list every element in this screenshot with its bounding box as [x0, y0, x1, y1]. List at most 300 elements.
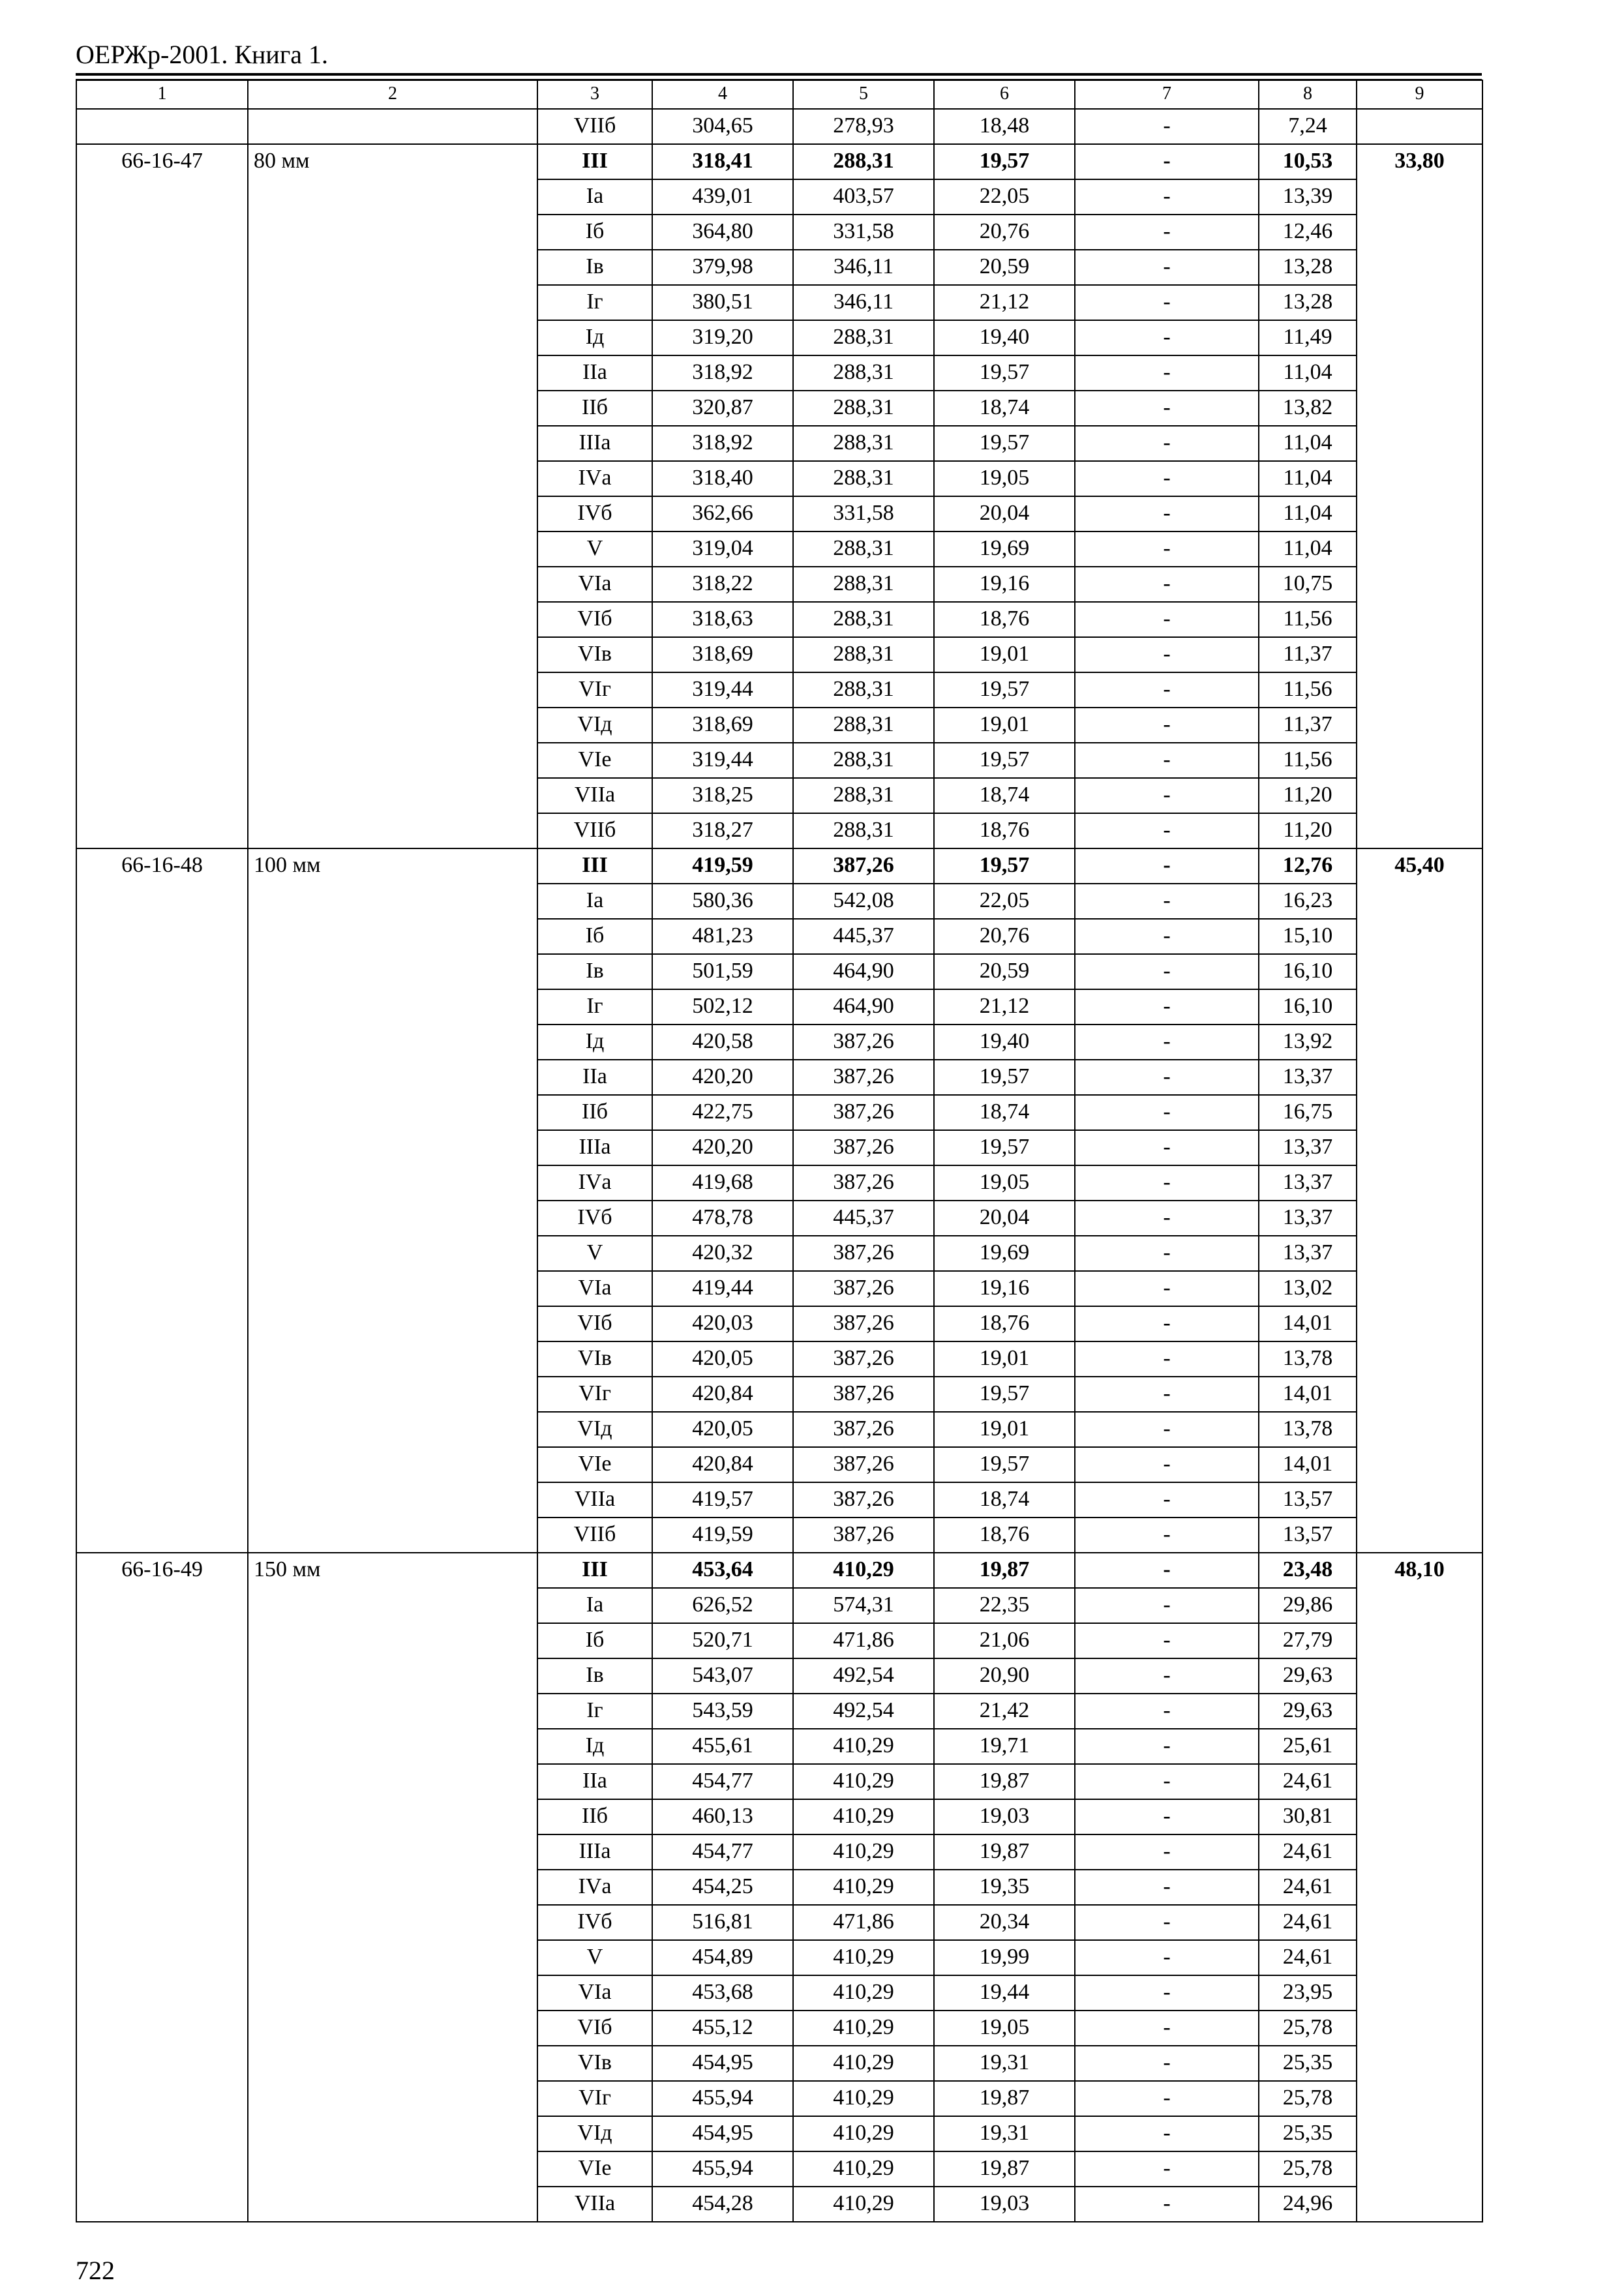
value-cell: 445,37 — [793, 1201, 934, 1236]
value-cell: 19,87 — [934, 1553, 1075, 1588]
value-cell: 420,20 — [652, 1060, 793, 1095]
value-cell: 478,78 — [652, 1201, 793, 1236]
value-cell: - — [1075, 1799, 1259, 1834]
value-cell: - — [1075, 144, 1259, 179]
value-cell: 319,44 — [652, 743, 793, 778]
value-cell: 419,68 — [652, 1165, 793, 1201]
value-cell: 410,29 — [793, 2116, 934, 2151]
value-cell: - — [1075, 391, 1259, 426]
page-number: 722 — [76, 2256, 115, 2285]
value-cell: - — [1075, 1201, 1259, 1236]
value-cell: 387,26 — [793, 1306, 934, 1341]
value-cell: 278,93 — [793, 109, 934, 144]
value-cell: 19,40 — [934, 1025, 1075, 1060]
value-cell: 454,77 — [652, 1834, 793, 1870]
value-cell: - — [1075, 320, 1259, 355]
value-cell: 19,16 — [934, 1271, 1075, 1306]
value-cell: 346,11 — [793, 285, 934, 320]
value-cell: 410,29 — [793, 1834, 934, 1870]
table-row — [76, 1553, 1482, 1588]
value-cell: 19,57 — [934, 426, 1075, 461]
value-cell: 455,12 — [652, 2011, 793, 2046]
value-cell: 19,35 — [934, 1870, 1075, 1905]
table-row — [76, 144, 1482, 179]
zone-cell: IIа — [537, 1764, 652, 1799]
value-cell: 13,57 — [1259, 1482, 1357, 1518]
value-cell: 19,87 — [934, 2151, 1075, 2187]
value-cell: - — [1075, 2116, 1259, 2151]
value-cell: 25,78 — [1259, 2151, 1357, 2187]
value-cell: 574,31 — [793, 1588, 934, 1623]
value-cell: 410,29 — [793, 1799, 934, 1834]
zone-cell: Iг — [537, 285, 652, 320]
zone-cell: VIв — [537, 1341, 652, 1377]
value-cell: 19,57 — [934, 1377, 1075, 1412]
value-cell: - — [1075, 637, 1259, 672]
value-cell: 387,26 — [793, 1060, 934, 1095]
value-cell: 454,95 — [652, 2116, 793, 2151]
value-cell: - — [1075, 2151, 1259, 2187]
value-cell: - — [1075, 1518, 1259, 1553]
zone-cell: Iб — [537, 1623, 652, 1658]
value-cell: 410,29 — [793, 2046, 934, 2081]
code-cell — [76, 109, 248, 144]
value-cell: - — [1075, 1623, 1259, 1658]
zone-cell: Iб — [537, 919, 652, 954]
value-cell: 24,61 — [1259, 1905, 1357, 1940]
value-cell: 453,68 — [652, 1975, 793, 2011]
value-cell: 410,29 — [793, 2011, 934, 2046]
value-cell: 543,59 — [652, 1694, 793, 1729]
value-cell: 20,90 — [934, 1658, 1075, 1694]
column-number: 6 — [934, 80, 1075, 109]
value-cell: 626,52 — [652, 1588, 793, 1623]
value-cell: - — [1075, 1447, 1259, 1482]
zone-cell: III — [537, 144, 652, 179]
rates-table-body — [76, 80, 1482, 2222]
value-cell: 19,31 — [934, 2046, 1075, 2081]
value-cell: 13,78 — [1259, 1412, 1357, 1447]
value-cell: 25,35 — [1259, 2046, 1357, 2081]
value-cell: 16,75 — [1259, 1095, 1357, 1130]
value-cell: 318,40 — [652, 461, 793, 496]
value-cell: 387,26 — [793, 1447, 934, 1482]
value-cell: 453,64 — [652, 1553, 793, 1588]
value-cell: 419,59 — [652, 1518, 793, 1553]
zone-cell: VIIб — [537, 109, 652, 144]
value-cell: 288,31 — [793, 602, 934, 637]
name-cell: 80 мм — [248, 144, 537, 848]
value-cell: 454,89 — [652, 1940, 793, 1975]
value-cell: - — [1075, 1095, 1259, 1130]
value-cell: 464,90 — [793, 989, 934, 1025]
column-number: 7 — [1075, 80, 1259, 109]
value-cell: 19,99 — [934, 1940, 1075, 1975]
value-cell: 12,46 — [1259, 215, 1357, 250]
page-header-title: ОЕРЖр-2001. Книга 1. — [76, 40, 328, 69]
value-cell: 516,81 — [652, 1905, 793, 1940]
value-cell: 331,58 — [793, 215, 934, 250]
value-cell: 420,20 — [652, 1130, 793, 1165]
value-cell: 520,71 — [652, 1623, 793, 1658]
code-cell: 66-16-49 — [76, 1553, 248, 2222]
total-cell: 48,10 — [1357, 1553, 1482, 2222]
value-cell: 11,04 — [1259, 355, 1357, 391]
value-cell: - — [1075, 1165, 1259, 1201]
value-cell: 288,31 — [793, 813, 934, 848]
value-cell: - — [1075, 496, 1259, 531]
value-cell: 13,37 — [1259, 1130, 1357, 1165]
zone-cell: IVа — [537, 1870, 652, 1905]
value-cell: 304,65 — [652, 109, 793, 144]
value-cell: 460,13 — [652, 1799, 793, 1834]
value-cell: 10,53 — [1259, 144, 1357, 179]
value-cell: - — [1075, 1940, 1259, 1975]
value-cell: 18,76 — [934, 1306, 1075, 1341]
zone-cell: VIд — [537, 1412, 652, 1447]
value-cell: 27,79 — [1259, 1623, 1357, 1658]
value-cell: 471,86 — [793, 1905, 934, 1940]
value-cell: 288,31 — [793, 567, 934, 602]
value-cell: 362,66 — [652, 496, 793, 531]
value-cell: 455,94 — [652, 2151, 793, 2187]
value-cell: - — [1075, 672, 1259, 708]
value-cell: - — [1075, 1271, 1259, 1306]
value-cell: - — [1075, 1729, 1259, 1764]
zone-cell: IVа — [537, 461, 652, 496]
value-cell: 387,26 — [793, 1165, 934, 1201]
value-cell: - — [1075, 109, 1259, 144]
value-cell: - — [1075, 179, 1259, 215]
value-cell: 319,20 — [652, 320, 793, 355]
value-cell: 288,31 — [793, 708, 934, 743]
value-cell: 346,11 — [793, 250, 934, 285]
value-cell: 19,44 — [934, 1975, 1075, 2011]
column-number: 2 — [248, 80, 537, 109]
value-cell: - — [1075, 1236, 1259, 1271]
value-cell: 22,05 — [934, 884, 1075, 919]
value-cell: - — [1075, 426, 1259, 461]
value-cell: 420,84 — [652, 1377, 793, 1412]
value-cell: 439,01 — [652, 179, 793, 215]
value-cell: - — [1075, 1553, 1259, 1588]
value-cell: 380,51 — [652, 285, 793, 320]
value-cell: 11,04 — [1259, 461, 1357, 496]
value-cell: 410,29 — [793, 1729, 934, 1764]
value-cell: 19,57 — [934, 1060, 1075, 1095]
value-cell: 19,57 — [934, 672, 1075, 708]
column-number: 1 — [76, 80, 248, 109]
value-cell: 25,78 — [1259, 2011, 1357, 2046]
value-cell: 19,31 — [934, 2116, 1075, 2151]
value-cell: 14,01 — [1259, 1306, 1357, 1341]
value-cell: 492,54 — [793, 1694, 934, 1729]
total-cell: 33,80 — [1357, 144, 1482, 848]
value-cell: 15,10 — [1259, 919, 1357, 954]
value-cell: - — [1075, 2046, 1259, 2081]
value-cell: 11,49 — [1259, 320, 1357, 355]
value-cell: 318,22 — [652, 567, 793, 602]
value-cell: - — [1075, 1025, 1259, 1060]
zone-cell: Iд — [537, 1729, 652, 1764]
value-cell: - — [1075, 461, 1259, 496]
value-cell: 16,10 — [1259, 954, 1357, 989]
zone-cell: VIа — [537, 567, 652, 602]
value-cell: 19,57 — [934, 743, 1075, 778]
value-cell: 419,59 — [652, 848, 793, 884]
value-cell: 18,74 — [934, 778, 1075, 813]
value-cell: 403,57 — [793, 179, 934, 215]
zone-cell: Iг — [537, 989, 652, 1025]
value-cell: 454,25 — [652, 1870, 793, 1905]
zone-cell: Iа — [537, 884, 652, 919]
value-cell: 420,84 — [652, 1447, 793, 1482]
value-cell: 387,26 — [793, 1341, 934, 1377]
value-cell: 319,04 — [652, 531, 793, 567]
value-cell: 19,71 — [934, 1729, 1075, 1764]
value-cell: 13,37 — [1259, 1236, 1357, 1271]
zone-cell: Iа — [537, 179, 652, 215]
value-cell: 19,57 — [934, 848, 1075, 884]
value-cell: 319,44 — [652, 672, 793, 708]
value-cell: 454,95 — [652, 2046, 793, 2081]
name-cell — [248, 109, 537, 144]
zone-cell: VIг — [537, 2081, 652, 2116]
value-cell: 19,69 — [934, 531, 1075, 567]
value-cell: 481,23 — [652, 919, 793, 954]
value-cell: 18,48 — [934, 109, 1075, 144]
value-cell: 19,87 — [934, 1764, 1075, 1799]
value-cell: 387,26 — [793, 1271, 934, 1306]
value-cell: - — [1075, 919, 1259, 954]
value-cell: 387,26 — [793, 1482, 934, 1518]
value-cell: 387,26 — [793, 1130, 934, 1165]
value-cell: - — [1075, 1870, 1259, 1905]
zone-cell: IIIа — [537, 1834, 652, 1870]
value-cell: - — [1075, 954, 1259, 989]
value-cell: 21,12 — [934, 989, 1075, 1025]
value-cell: 21,06 — [934, 1623, 1075, 1658]
value-cell: 19,57 — [934, 355, 1075, 391]
zone-cell: VIг — [537, 672, 652, 708]
zone-cell: IVб — [537, 1905, 652, 1940]
code-cell: 66-16-47 — [76, 144, 248, 848]
value-cell: 16,23 — [1259, 884, 1357, 919]
value-cell: 13,37 — [1259, 1201, 1357, 1236]
value-cell: 19,03 — [934, 2187, 1075, 2222]
value-cell: 410,29 — [793, 2081, 934, 2116]
value-cell: 454,77 — [652, 1764, 793, 1799]
value-cell: 410,29 — [793, 2187, 934, 2222]
zone-cell: IIIа — [537, 1130, 652, 1165]
value-cell: 18,74 — [934, 391, 1075, 426]
value-cell: 288,31 — [793, 355, 934, 391]
value-cell: 420,32 — [652, 1236, 793, 1271]
value-cell: 454,28 — [652, 2187, 793, 2222]
value-cell: - — [1075, 1060, 1259, 1095]
value-cell: 10,75 — [1259, 567, 1357, 602]
value-cell: 11,56 — [1259, 743, 1357, 778]
value-cell: 320,87 — [652, 391, 793, 426]
value-cell: - — [1075, 1764, 1259, 1799]
value-cell: 21,12 — [934, 285, 1075, 320]
value-cell: 11,37 — [1259, 637, 1357, 672]
value-cell: - — [1075, 1306, 1259, 1341]
name-cell: 100 мм — [248, 848, 537, 1553]
total-cell — [1357, 109, 1482, 144]
value-cell: - — [1075, 778, 1259, 813]
column-number: 9 — [1357, 80, 1482, 109]
value-cell: 13,78 — [1259, 1341, 1357, 1377]
value-cell: 419,57 — [652, 1482, 793, 1518]
value-cell: 19,01 — [934, 1412, 1075, 1447]
code-cell: 66-16-48 — [76, 848, 248, 1553]
value-cell: 14,01 — [1259, 1447, 1357, 1482]
value-cell: 24,61 — [1259, 1870, 1357, 1905]
value-cell: 420,05 — [652, 1341, 793, 1377]
zone-cell: IVб — [537, 1201, 652, 1236]
value-cell: 22,05 — [934, 179, 1075, 215]
value-cell: 318,69 — [652, 708, 793, 743]
value-cell: 387,26 — [793, 1377, 934, 1412]
zone-cell: V — [537, 531, 652, 567]
value-cell: 25,61 — [1259, 1729, 1357, 1764]
value-cell: 19,05 — [934, 461, 1075, 496]
zone-cell: VIе — [537, 2151, 652, 2187]
value-cell: 543,07 — [652, 1658, 793, 1694]
value-cell: 19,87 — [934, 1834, 1075, 1870]
zone-cell: VIв — [537, 2046, 652, 2081]
zone-cell: Iв — [537, 250, 652, 285]
value-cell: 455,61 — [652, 1729, 793, 1764]
column-number-row — [76, 80, 1482, 109]
total-cell: 45,40 — [1357, 848, 1482, 1553]
zone-cell: VIб — [537, 602, 652, 637]
zone-cell: IVа — [537, 1165, 652, 1201]
value-cell: 19,57 — [934, 1447, 1075, 1482]
value-cell: 29,63 — [1259, 1694, 1357, 1729]
zone-cell: VIIа — [537, 2187, 652, 2222]
zone-cell: Iб — [537, 215, 652, 250]
value-cell: 13,82 — [1259, 391, 1357, 426]
zone-cell: VIIа — [537, 778, 652, 813]
zone-cell: Iд — [537, 1025, 652, 1060]
value-cell: 19,57 — [934, 144, 1075, 179]
continuation-row — [76, 109, 1482, 144]
value-cell: - — [1075, 1482, 1259, 1518]
value-cell: 318,92 — [652, 426, 793, 461]
value-cell: 419,44 — [652, 1271, 793, 1306]
zone-cell: VIIб — [537, 1518, 652, 1553]
zone-cell: III — [537, 848, 652, 884]
value-cell: - — [1075, 602, 1259, 637]
zone-cell: VIе — [537, 743, 652, 778]
value-cell: 12,76 — [1259, 848, 1357, 884]
zone-cell: IVб — [537, 496, 652, 531]
zone-cell: Iв — [537, 1658, 652, 1694]
zone-cell: IIб — [537, 1799, 652, 1834]
value-cell: 464,90 — [793, 954, 934, 989]
value-cell: 24,61 — [1259, 1834, 1357, 1870]
value-cell: 19,01 — [934, 1341, 1075, 1377]
zone-cell: IIб — [537, 1095, 652, 1130]
value-cell: 20,76 — [934, 919, 1075, 954]
zone-cell: VIб — [537, 1306, 652, 1341]
zone-cell: V — [537, 1236, 652, 1271]
value-cell: 19,05 — [934, 2011, 1075, 2046]
value-cell: 387,26 — [793, 1025, 934, 1060]
value-cell: 23,48 — [1259, 1553, 1357, 1588]
value-cell: - — [1075, 743, 1259, 778]
value-cell: 20,04 — [934, 496, 1075, 531]
zone-cell: IIб — [537, 391, 652, 426]
name-cell: 150 мм — [248, 1553, 537, 2222]
value-cell: 21,42 — [934, 1694, 1075, 1729]
value-cell: - — [1075, 1975, 1259, 2011]
value-cell: - — [1075, 250, 1259, 285]
value-cell: 492,54 — [793, 1658, 934, 1694]
zone-cell: III — [537, 1553, 652, 1588]
value-cell: 19,01 — [934, 637, 1075, 672]
value-cell: 16,10 — [1259, 989, 1357, 1025]
value-cell: 13,92 — [1259, 1025, 1357, 1060]
value-cell: 13,57 — [1259, 1518, 1357, 1553]
value-cell: - — [1075, 1412, 1259, 1447]
value-cell: 410,29 — [793, 1975, 934, 2011]
value-cell: 19,01 — [934, 708, 1075, 743]
value-cell: 14,01 — [1259, 1377, 1357, 1412]
value-cell: 22,35 — [934, 1588, 1075, 1623]
column-number: 3 — [537, 80, 652, 109]
value-cell: 288,31 — [793, 672, 934, 708]
value-cell: 29,63 — [1259, 1658, 1357, 1694]
value-cell: 501,59 — [652, 954, 793, 989]
column-number: 5 — [793, 80, 934, 109]
value-cell: 18,76 — [934, 1518, 1075, 1553]
value-cell: 288,31 — [793, 144, 934, 179]
value-cell: - — [1075, 1694, 1259, 1729]
value-cell: 410,29 — [793, 1940, 934, 1975]
value-cell: 379,98 — [652, 250, 793, 285]
rates-table — [76, 80, 1483, 2222]
value-cell: - — [1075, 813, 1259, 848]
value-cell: 13,28 — [1259, 250, 1357, 285]
value-cell: 288,31 — [793, 461, 934, 496]
value-cell: 19,69 — [934, 1236, 1075, 1271]
value-cell: 18,76 — [934, 602, 1075, 637]
value-cell: - — [1075, 884, 1259, 919]
zone-cell: VIд — [537, 708, 652, 743]
value-cell: 11,20 — [1259, 778, 1357, 813]
value-cell: 13,28 — [1259, 285, 1357, 320]
value-cell: - — [1075, 1658, 1259, 1694]
value-cell: 20,34 — [934, 1905, 1075, 1940]
value-cell: 11,37 — [1259, 708, 1357, 743]
value-cell: - — [1075, 1588, 1259, 1623]
value-cell: 288,31 — [793, 637, 934, 672]
value-cell: 387,26 — [793, 1236, 934, 1271]
value-cell: 387,26 — [793, 1518, 934, 1553]
value-cell: - — [1075, 355, 1259, 391]
value-cell: 318,69 — [652, 637, 793, 672]
value-cell: 13,37 — [1259, 1060, 1357, 1095]
value-cell: 318,41 — [652, 144, 793, 179]
value-cell: 18,74 — [934, 1482, 1075, 1518]
value-cell: 410,29 — [793, 1870, 934, 1905]
value-cell: 24,61 — [1259, 1764, 1357, 1799]
column-number: 8 — [1259, 80, 1357, 109]
value-cell: 331,58 — [793, 496, 934, 531]
